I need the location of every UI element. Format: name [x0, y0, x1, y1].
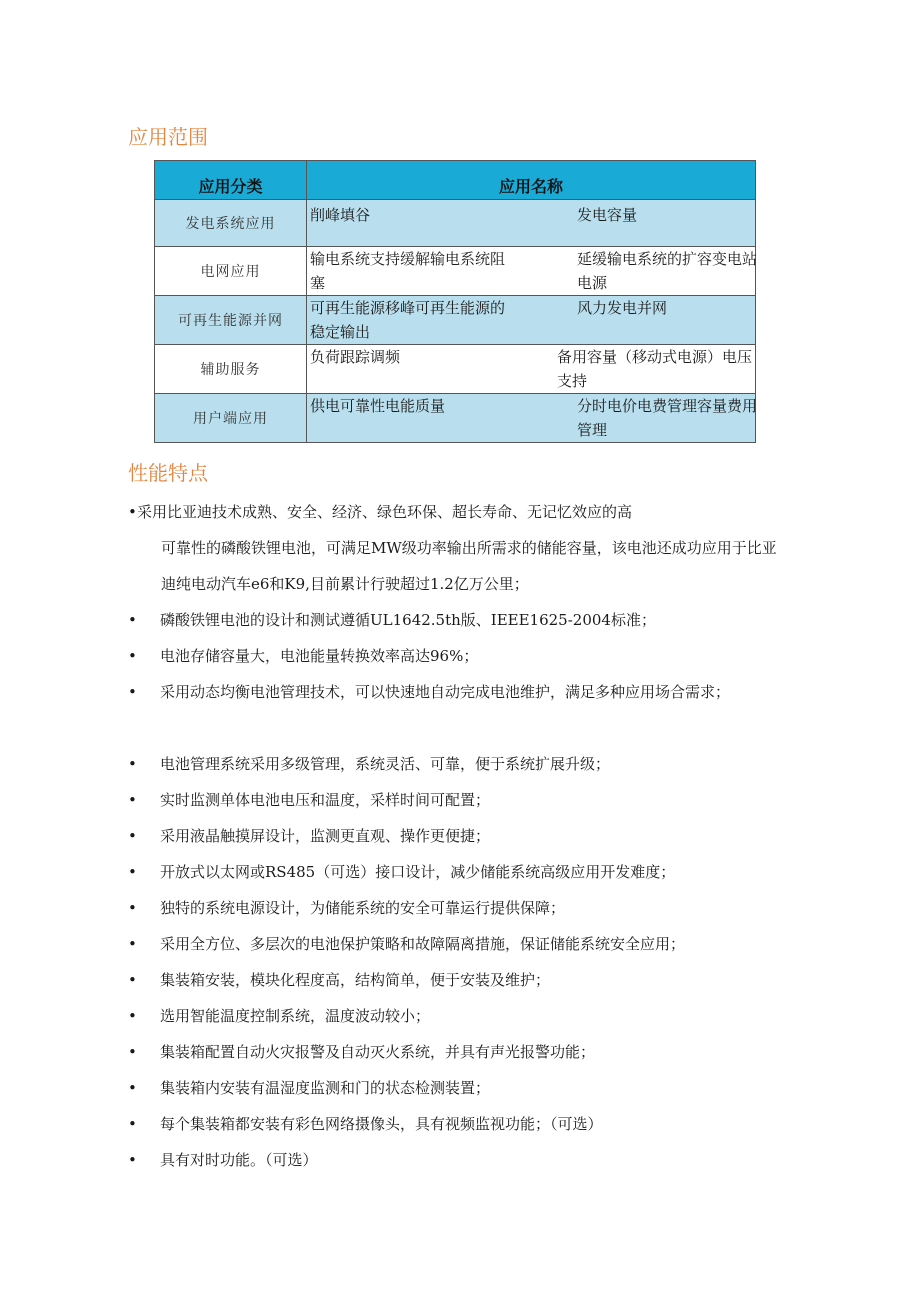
app-name-1: 削峰填谷	[310, 206, 371, 224]
bullet-icon: •	[128, 683, 137, 701]
bullet-icon: •	[128, 755, 137, 773]
list-item	[128, 638, 788, 674]
list-item	[128, 1106, 788, 1142]
list-item	[128, 602, 788, 638]
header-name: 应用名称	[307, 161, 756, 200]
row-names	[307, 296, 756, 345]
bullet-icon: •	[128, 611, 137, 629]
table-row	[155, 247, 756, 296]
feature-text: 电池存储容量大，电池能量转换效率高达96%；	[160, 647, 479, 665]
list-item	[128, 674, 788, 710]
row-names	[307, 200, 756, 247]
list-item	[128, 854, 788, 890]
list-item	[128, 1142, 788, 1178]
app-name-1: 可再生能源移峰可再生能源的稳定输出	[310, 299, 506, 341]
list-item	[128, 746, 788, 782]
table-row	[155, 345, 756, 394]
bullet-icon: •	[128, 935, 137, 953]
feature-text: 采用液晶触摸屏设计，监测更直观、操作更便捷；	[160, 827, 491, 845]
feature-text: 集装箱内安装有温湿度监测和门的状态检测装置；	[160, 1079, 491, 1097]
app-name-2: 发电容量	[577, 206, 638, 224]
table-header-row	[155, 161, 756, 200]
row-category: 电网应用	[155, 247, 307, 296]
list-item	[128, 890, 788, 926]
bullet-icon: •	[128, 827, 137, 845]
list-item	[128, 818, 788, 854]
feature-text: 独特的系统电源设计，为储能系统的安全可靠运行提供保障；	[160, 899, 566, 917]
section-title-performance-features: 性能特点	[128, 461, 208, 485]
feature-text: 采用比亚迪技术成熟、安全、经济、绿色环保、超长寿命、无记忆效应的高	[137, 503, 633, 521]
bullet-icon: •	[128, 647, 137, 665]
list-item	[128, 782, 788, 818]
feature-text-continued: 可靠性的磷酸铁锂电池，可满足MW级功率输出所需求的储能容量，该电池还成功应用于比亚迪纯电动汽车e6和K9,目前累计行驶超过1.2亿万公里；	[161, 539, 777, 593]
bullet-icon: •	[128, 1043, 137, 1061]
bullet-icon: •	[128, 863, 137, 881]
app-name-1: 输电系统支持缓解输电系统阻塞	[310, 250, 506, 292]
feature-text: 实时监测单体电池电压和温度，采样时间可配置；	[160, 791, 491, 809]
app-name-1: 供电可靠性电能质量	[310, 397, 446, 415]
table-row	[155, 394, 756, 443]
app-name-2: 分时电价电费管理容量费用管理	[577, 397, 758, 439]
row-names	[307, 394, 756, 443]
list-item	[128, 494, 788, 602]
row-category: 可再生能源并网	[155, 296, 307, 345]
feature-text: 每个集装箱都安装有彩色网络摄像头，具有视频监视功能；（可选）	[160, 1115, 603, 1133]
feature-text: 磷酸铁锂电池的设计和测试遵循UL1642.5th版、IEEE1625-2004标准；	[160, 611, 656, 629]
feature-text: 选用智能温度控制系统，温度波动较小；	[160, 1007, 431, 1025]
list-item	[128, 998, 788, 1034]
list-item	[128, 1070, 788, 1106]
row-category: 辅助服务	[155, 345, 307, 394]
bullet-icon: •	[128, 971, 137, 989]
header-category: 应用分类	[155, 161, 307, 200]
app-name-2: 风力发电并网	[577, 299, 668, 317]
app-name-1: 负荷跟踪调频	[310, 348, 401, 366]
feature-text: 开放式以太网或RS485（可选）接口设计，减少储能系统高级应用开发难度；	[160, 863, 676, 881]
row-category: 发电系统应用	[155, 200, 307, 247]
application-table	[154, 160, 756, 443]
list-item	[128, 962, 788, 998]
section-title-application-scope: 应用范围	[128, 125, 208, 149]
bullet-icon: •	[128, 503, 137, 521]
bullet-icon: •	[128, 1115, 137, 1133]
bullet-icon: •	[128, 899, 137, 917]
row-category: 用户端应用	[155, 394, 307, 443]
list-item	[128, 926, 788, 962]
feature-text: 具有对时功能。（可选）	[160, 1151, 318, 1169]
bullet-icon: •	[128, 1007, 137, 1025]
row-names	[307, 247, 756, 296]
feature-text: 集装箱配置自动火灾报警及自动灭火系统，并具有声光报警功能；	[160, 1043, 596, 1061]
bullet-icon: •	[128, 791, 137, 809]
app-name-2: 备用容量（移动式电源）电压支持	[557, 348, 753, 390]
feature-text: 电池管理系统采用多级管理，系统灵活、可靠，便于系统扩展升级；	[160, 755, 611, 773]
row-names	[307, 345, 756, 394]
list-item	[128, 1034, 788, 1070]
feature-text: 集装箱安装，模块化程度高，结构简单，便于安装及维护；	[160, 971, 551, 989]
feature-text: 采用全方位、多层次的电池保护策略和故障隔离措施，保证储能系统安全应用；	[160, 935, 686, 953]
table-row	[155, 200, 756, 247]
table-row	[155, 296, 756, 345]
app-name-2: 延缓输电系统的扩容变电站电源	[577, 250, 758, 292]
bullet-icon: •	[128, 1079, 137, 1097]
bullet-icon: •	[128, 1151, 137, 1169]
feature-text: 采用动态均衡电池管理技术，可以快速地自动完成电池维护，满足多种应用场合需求；	[160, 683, 731, 701]
